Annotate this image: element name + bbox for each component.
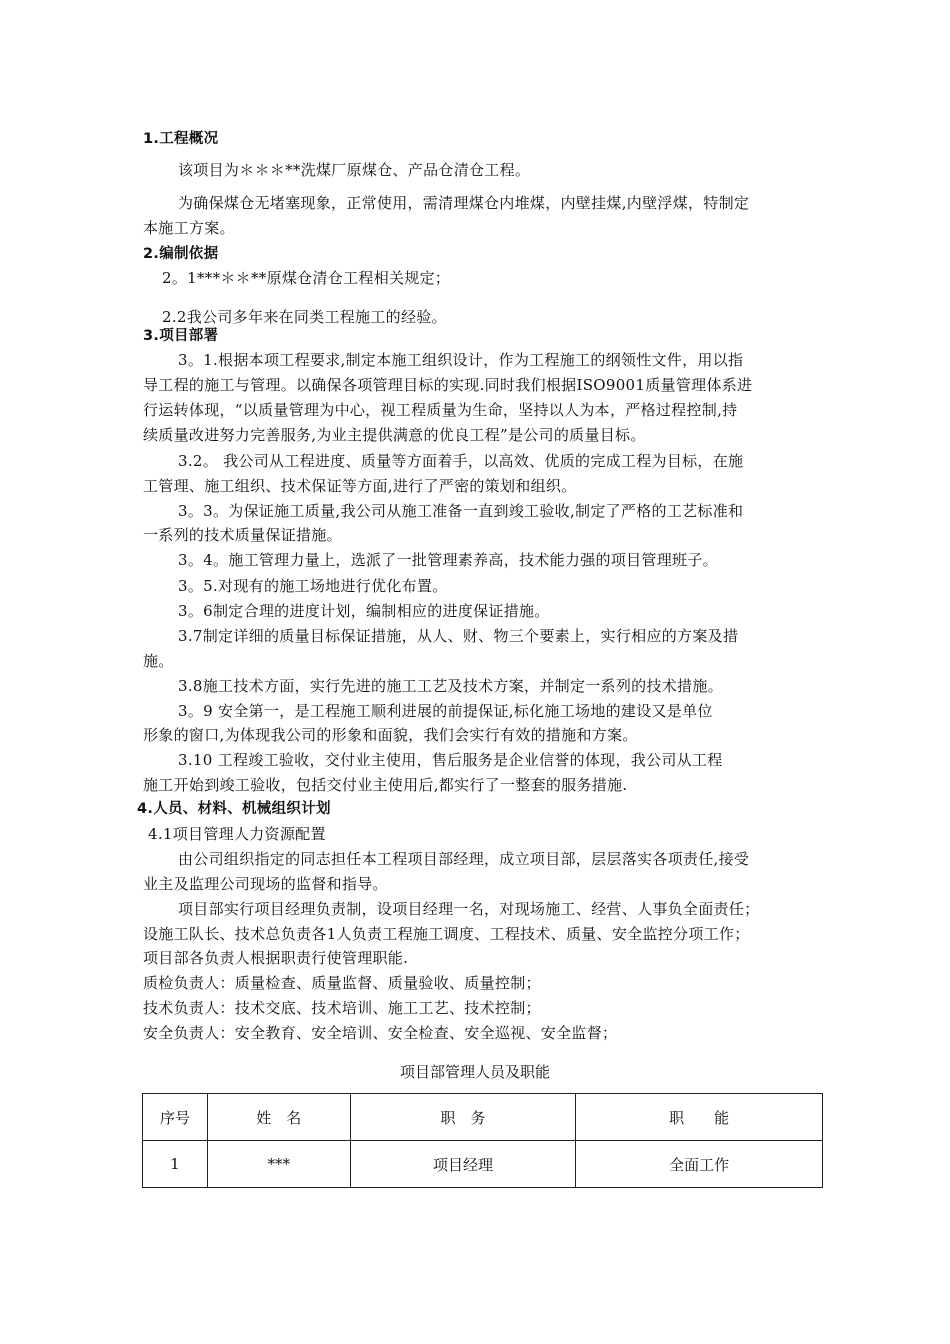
paragraph-line: 行运转体现，“以质量管理为中心，视工程质量为生命，坚持以人为本，严格过程控制,持 (143, 401, 738, 419)
header-cell: 序号 (143, 1094, 208, 1141)
staff-table (142, 1093, 823, 1188)
paragraph-line: 为确保煤仓无堵塞现象，正常使用，需清理煤仓内堆煤，内壁挂煤,内壁浮煤，特制定 (178, 194, 750, 212)
section-2-heading: 2.编制依据 (143, 246, 219, 262)
paragraph-line: 本施工方案。 (143, 219, 235, 237)
paragraph-line: 3.2。 我公司从工程进度、质量等方面着手，以高效、优质的完成工程为目标，在施 (178, 452, 744, 470)
paragraph-line: 形象的窗口,为体现我公司的形象和面貌，我们会实行有效的措施和方案。 (143, 726, 638, 744)
paragraph-line: 2。1***＊＊**原煤仓清仓工程相关规定； (162, 269, 451, 287)
paragraph-line: 施。 (143, 652, 174, 670)
paragraph-line: 3.7制定详细的质量目标保证措施，从人、财、物三个要素上，实行相应的方案及措 (178, 627, 739, 645)
paragraph-line: 业主及监理公司现场的监督和指导。 (143, 875, 388, 893)
paragraph-line: 3。4。施工管理力量上，选派了一批管理素养高，技术能力强的项目管理班子。 (178, 551, 718, 569)
table-header-row (143, 1094, 823, 1141)
paragraph-line: 项目部各负责人根据职责行使管理职能. (143, 949, 409, 967)
table-cell: 全面工作 (576, 1141, 823, 1188)
paragraph-line: 施工开始到竣工验收，包括交付业主使用后,都实行了一整套的服务措施. (143, 776, 628, 794)
paragraph-line: 项目部实行项目经理负责制，设项目经理一名，对现场施工、经营、人事负全面责任； (178, 900, 760, 918)
paragraph-line: 该项目为＊＊＊**洗煤厂原煤仓、产品仓清仓工程。 (178, 161, 531, 179)
section-3-heading: 3.项目部署 (143, 328, 219, 344)
paragraph-line: 续质量改进努力完善服务,为业主提供满意的优良工程”是公司的质量目标。 (143, 426, 646, 444)
section-4-heading: 4.人员、材料、机械组织计划 (137, 801, 331, 817)
paragraph-line: 3。6制定合理的进度计划，编制相应的进度保证措施。 (178, 602, 550, 620)
paragraph-line: 3.10 工程竣工验收，交付业主使用，售后服务是企业信誉的体现，我公司从工程 (178, 751, 723, 769)
table-cell: 项目经理 (350, 1141, 576, 1188)
section-1-heading: 1.工程概况 (143, 131, 219, 147)
paragraph-line: 质检负责人：质量检查、质量监督、质量验收、质量控制； (143, 974, 541, 992)
paragraph-line: 3。1.根据本项工程要求,制定本施工组织设计，作为工程施工的纲领性文件，用以指 (178, 351, 744, 369)
paragraph-line: 设施工队长、技术总负责各1人负责工程施工调度、工程技术、质量、安全监控分项工作； (143, 925, 750, 943)
paragraph-line: 2.2我公司多年来在同类工程施工的经验。 (162, 308, 447, 326)
paragraph-line: 安全负责人：安全教育、安全培训、安全检查、安全巡视、安全监督； (143, 1024, 618, 1042)
subsection-heading: 4.1项目管理人力资源配置 (148, 825, 326, 843)
paragraph-line: 3。3。为保证施工质量,我公司从施工准备一直到竣工验收,制定了严格的工艺标准和 (178, 502, 744, 520)
paragraph-line: 3。5.对现有的施工场地进行优化布置。 (178, 577, 448, 595)
paragraph-line: 一系列的技术质量保证措施。 (143, 526, 342, 544)
table-cell: 1 (143, 1141, 208, 1188)
header-cell: 姓 名 (207, 1094, 350, 1141)
paragraph-line: 导工程的施工与管理。以确保各项管理目标的实现.同时我们根据ISO9001质量管理体系进 (143, 376, 753, 394)
header-cell: 职 能 (576, 1094, 823, 1141)
paragraph-line: 工管理、施工组织、技术保证等方面,进行了严密的策划和组织。 (143, 477, 577, 495)
paragraph-line: 3.8施工技术方面，实行先进的施工工艺及技术方案，并制定一系列的技术措施。 (178, 677, 723, 695)
paragraph-line: 3。9 安全第一，是工程施工顺利进展的前提保证,标化施工场地的建设又是单位 (178, 702, 713, 720)
table-cell: *** (207, 1141, 350, 1188)
table-caption: 项目部管理人员及职能 (399, 1063, 550, 1081)
table-row (143, 1141, 823, 1188)
paragraph-line: 由公司组织指定的同志担任本工程项目部经理，成立项目部，层层落实各项责任,接受 (178, 850, 750, 868)
paragraph-line: 技术负责人：技术交底、技术培训、施工工艺、技术控制； (143, 999, 541, 1017)
header-cell: 职 务 (350, 1094, 576, 1141)
